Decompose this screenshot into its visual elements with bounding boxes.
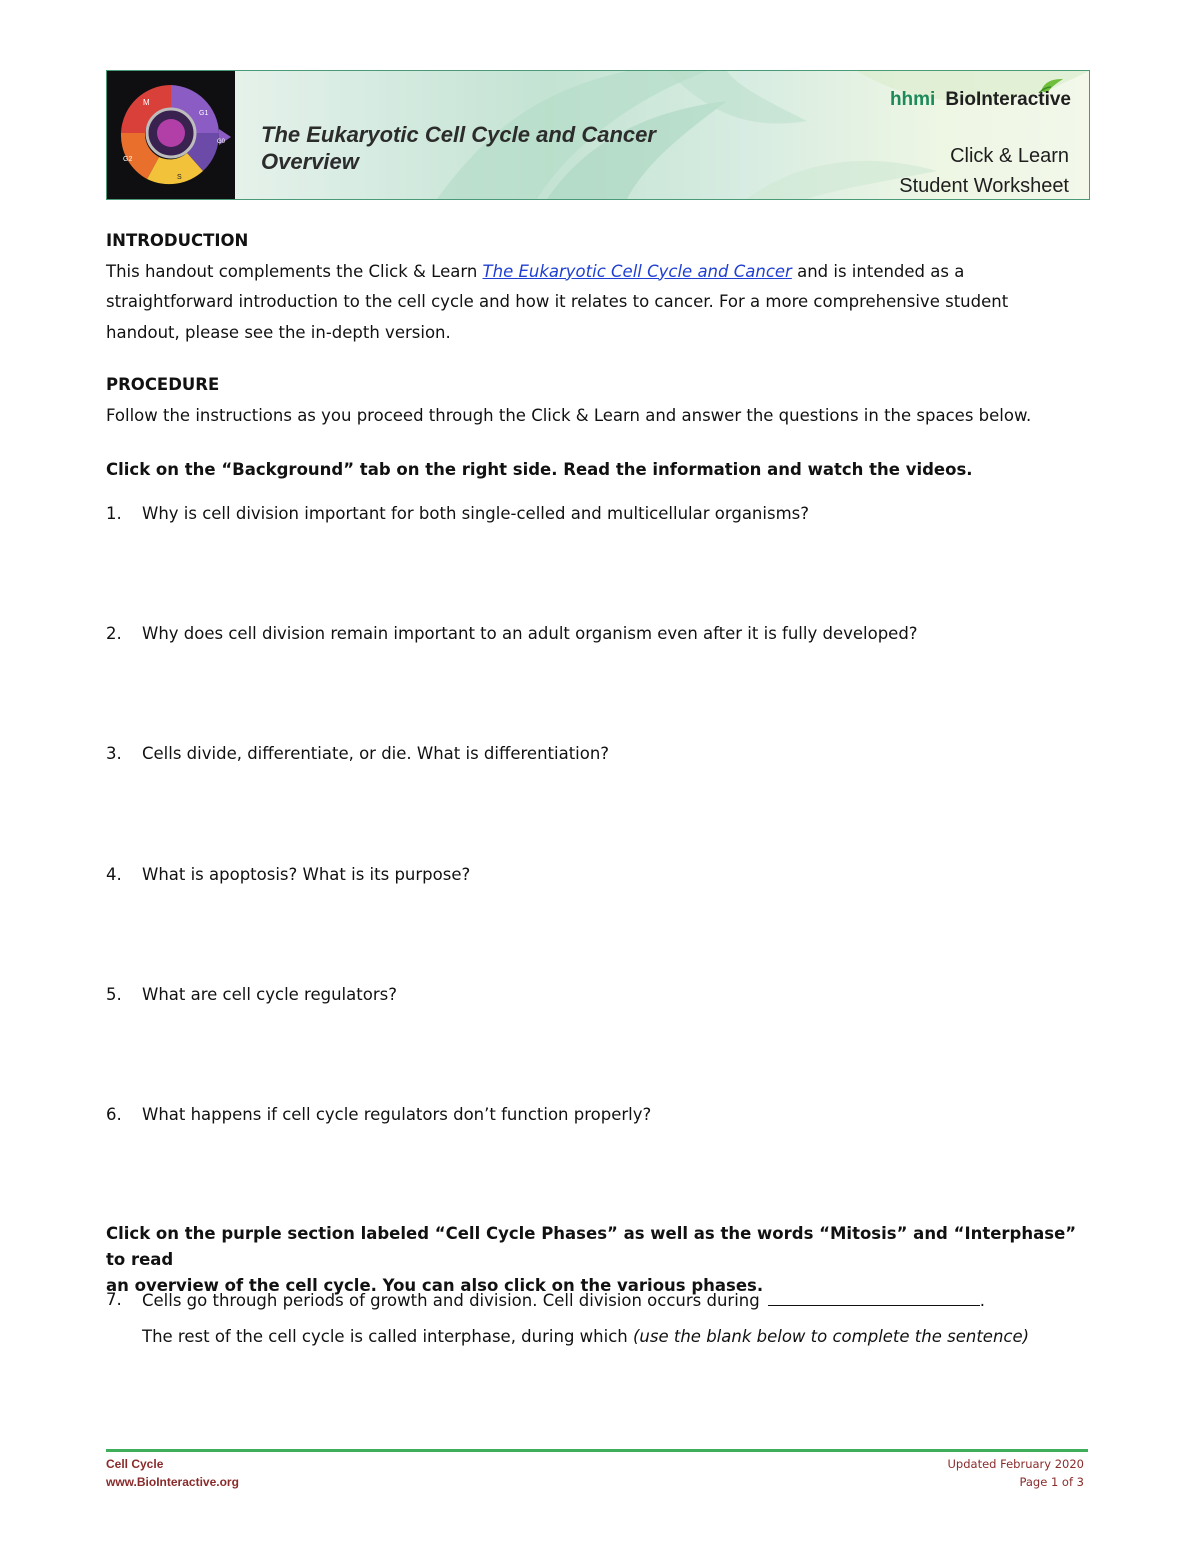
question-number: 4.	[106, 865, 122, 884]
footer-divider	[106, 1449, 1088, 1452]
question7-line2	[142, 1327, 1029, 1346]
footer-topic: Cell Cycle	[106, 1457, 164, 1471]
answer-blank[interactable]	[768, 1290, 980, 1306]
question-text: Cells divide, differentiate, or die. What is differentiation?	[142, 744, 610, 763]
question-number: 2.	[106, 624, 122, 643]
cell-cycle-phases-instruction	[106, 1221, 1101, 1299]
footer-updated: Updated February 2020	[947, 1457, 1084, 1471]
question7-text-after-blank: .	[979, 1291, 985, 1310]
footer-website[interactable]: www.BioInteractive.org	[106, 1475, 239, 1489]
footer-left	[106, 1455, 239, 1491]
introduction-line3: handout, please see the in-depth version.	[106, 322, 451, 342]
question-number: 5.	[106, 985, 122, 1004]
question-text: Why is cell division important for both single-celled and multicellular organisms?	[142, 504, 809, 523]
introduction-line1	[106, 257, 1096, 288]
question-number: 3.	[106, 744, 122, 763]
procedure-text: Follow the instructions as you proceed through the Click & Learn and answer the questions in the spaces below.	[106, 405, 1032, 425]
header-banner	[106, 70, 1090, 200]
introduction-section	[106, 226, 1096, 348]
brand-name: BioInteractive	[945, 89, 1071, 110]
logo-label-g2: G2	[123, 156, 133, 163]
page-title-line1: The Eukaryotic Cell Cycle and Cancer	[261, 122, 656, 147]
page-title-line2: Overview	[261, 149, 359, 174]
subtitle-line2: Student Worksheet	[899, 175, 1069, 197]
introduction-heading: INTRODUCTION	[106, 231, 249, 250]
page-title	[261, 121, 741, 175]
question-text	[142, 1290, 985, 1310]
brand-logo	[890, 89, 1071, 111]
question-text: What are cell cycle regulators?	[142, 985, 397, 1004]
question-number: 6.	[106, 1105, 122, 1124]
procedure-heading: PROCEDURE	[106, 375, 220, 394]
question-number: 7.	[106, 1290, 122, 1309]
question7-line2-italic: (use the blank below to complete the sentence)	[632, 1327, 1030, 1346]
cell-cycle-wheel-icon	[107, 71, 235, 199]
question-text: Why does cell division remain important to an adult organism even after it is fully developed?	[142, 624, 918, 643]
instruction2-line2: an overview of the cell cycle. You can also click on the various phases.	[106, 1276, 764, 1295]
logo-label-m: M	[143, 98, 150, 107]
logo-label-g1: G1	[199, 110, 209, 117]
footer-right	[948, 1455, 1084, 1491]
brand-hhmi: hhmi	[889, 89, 936, 110]
question-number: 1.	[106, 504, 122, 523]
question-text: What happens if cell cycle regulators don’t function properly?	[142, 1105, 652, 1124]
introduction-text-after-link: and is intended as a	[791, 261, 965, 281]
instruction2-line1: Click on the purple section labeled “Cell Cycle Phases” as well as the words “Mitosis” and “Interphase” to read	[106, 1224, 1077, 1269]
cell-cycle-logo	[107, 71, 235, 199]
click-and-learn-link[interactable]: The Eukaryotic Cell Cycle and Cancer	[482, 261, 792, 281]
background-instruction: Click on the “Background” tab on the right side. Read the information and watch the videos.	[106, 460, 973, 479]
introduction-text-before-link: This handout complements the Click & Learn	[106, 261, 483, 281]
procedure-section	[106, 370, 1096, 431]
footer-page-number: Page 1 of 3	[1019, 1475, 1084, 1489]
question7-text-before-blank: Cells go through periods of growth and division. Cell division occurs during	[142, 1291, 760, 1310]
question-text: What is apoptosis? What is its purpose?	[142, 865, 471, 884]
introduction-line2: straightforward introduction to the cell cycle and how it relates to cancer. For a more comprehensive student	[106, 292, 1009, 311]
worksheet-subtitle	[899, 141, 1069, 200]
logo-label-g0: G0	[217, 139, 226, 145]
question7-line2-text: The rest of the cell cycle is called interphase, during which	[142, 1327, 633, 1346]
subtitle-line1: Click & Learn	[950, 145, 1069, 167]
logo-label-s: S	[177, 174, 182, 181]
